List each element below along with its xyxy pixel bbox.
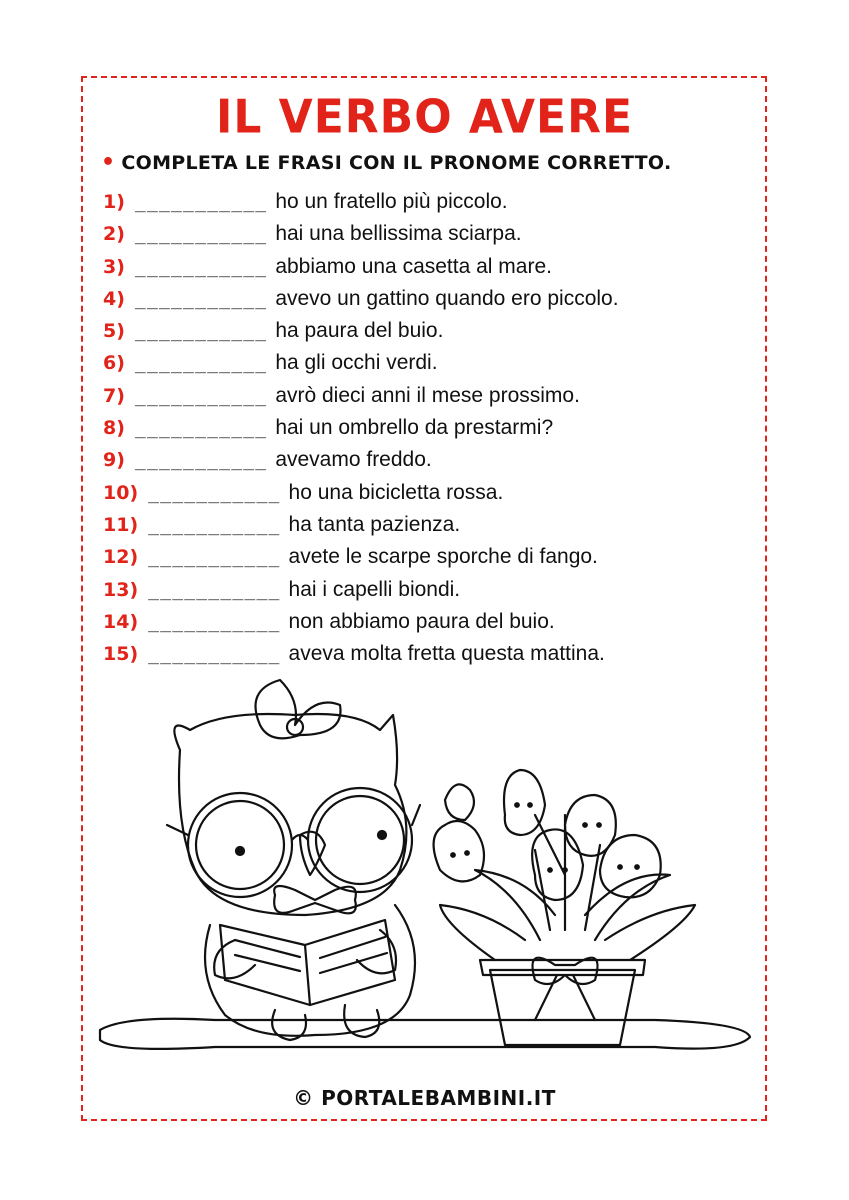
- answer-blank[interactable]: ___________: [134, 450, 268, 472]
- exercise-row: [103, 637, 619, 669]
- exercise-text: avrò dieci anni il mese prossimo.: [275, 383, 580, 407]
- exercise-list: [103, 185, 619, 669]
- answer-blank[interactable]: ___________: [148, 547, 281, 569]
- answer-blank[interactable]: ___________: [134, 418, 268, 440]
- exercise-text: non abbiamo paura del buio.: [288, 609, 555, 633]
- answer-blank[interactable]: ___________: [134, 321, 268, 343]
- exercise-number: 7): [103, 384, 125, 407]
- exercise-row: [103, 573, 619, 605]
- exercise-row: [103, 476, 619, 508]
- exercise-number: 2): [103, 223, 125, 246]
- exercise-number: 14): [103, 610, 139, 633]
- answer-blank[interactable]: ___________: [134, 224, 268, 246]
- answer-blank[interactable]: ___________: [148, 644, 281, 666]
- exercise-text: abbiamo una casetta al mare.: [275, 254, 552, 278]
- exercise-number: 1): [103, 191, 125, 213]
- exercise-number: 11): [103, 513, 139, 536]
- answer-blank[interactable]: ___________: [134, 192, 268, 213]
- exercise-number: 15): [103, 643, 139, 666]
- exercise-row: [103, 282, 619, 314]
- exercise-text: avevo un gattino quando ero piccolo.: [275, 286, 619, 310]
- exercise-text: hai i capelli biondi.: [288, 577, 461, 601]
- exercise-text: aveva molta fretta questa mattina.: [288, 642, 605, 666]
- exercise-number: 3): [103, 255, 125, 278]
- exercise-number: 12): [103, 546, 139, 569]
- exercise-row: [103, 250, 619, 282]
- exercise-text: avete le scarpe sporche di fango.: [288, 545, 598, 569]
- exercise-number: 8): [103, 417, 125, 440]
- exercise-text: ho un fratello più piccolo.: [275, 190, 508, 213]
- exercise-number: 9): [103, 449, 125, 472]
- exercise-row: [103, 508, 619, 540]
- bullet-icon: •: [101, 150, 116, 175]
- exercise-row: [103, 443, 619, 475]
- exercise-row: [103, 346, 619, 378]
- exercise-text: hai un ombrello da prestarmi?: [275, 416, 554, 440]
- exercise-number: 13): [103, 578, 139, 601]
- answer-blank[interactable]: ___________: [134, 353, 268, 375]
- exercise-row: [103, 314, 619, 346]
- answer-blank[interactable]: ___________: [134, 256, 268, 278]
- exercise-text: ha tanta pazienza.: [288, 512, 461, 536]
- exercise-number: 10): [103, 481, 139, 504]
- exercise-row: [103, 605, 619, 637]
- answer-blank[interactable]: ___________: [148, 579, 281, 601]
- page-title: IL VERBO AVERE: [215, 90, 634, 145]
- exercise-text: ho una bicicletta rossa.: [288, 480, 504, 504]
- exercise-number: 4): [103, 287, 125, 310]
- exercise-number: 6): [103, 352, 125, 375]
- copyright-footer: © PORTALEBAMBINI.IT: [293, 1086, 556, 1110]
- instruction: [101, 150, 672, 175]
- instruction-text: COMPLETA LE FRASI CON IL PRONOME CORRETTO.: [121, 152, 672, 174]
- exercise-row: [103, 379, 619, 411]
- exercise-number: 5): [103, 320, 125, 343]
- exercise-text: avevamo freddo.: [275, 448, 432, 472]
- exercise-row: [103, 185, 619, 217]
- answer-blank[interactable]: ___________: [148, 482, 281, 504]
- exercise-row: [103, 217, 619, 249]
- answer-blank[interactable]: ___________: [134, 288, 268, 310]
- answer-blank[interactable]: ___________: [134, 385, 268, 407]
- owl-reading-illustration: [95, 675, 755, 1075]
- exercise-text: ha gli occhi verdi.: [275, 351, 438, 375]
- exercise-row: [103, 540, 619, 572]
- exercise-row: [103, 411, 619, 443]
- exercise-text: ha paura del buio.: [275, 319, 444, 343]
- exercise-text: hai una bellissima sciarpa.: [275, 222, 522, 246]
- answer-blank[interactable]: ___________: [148, 611, 281, 633]
- answer-blank[interactable]: ___________: [148, 514, 281, 536]
